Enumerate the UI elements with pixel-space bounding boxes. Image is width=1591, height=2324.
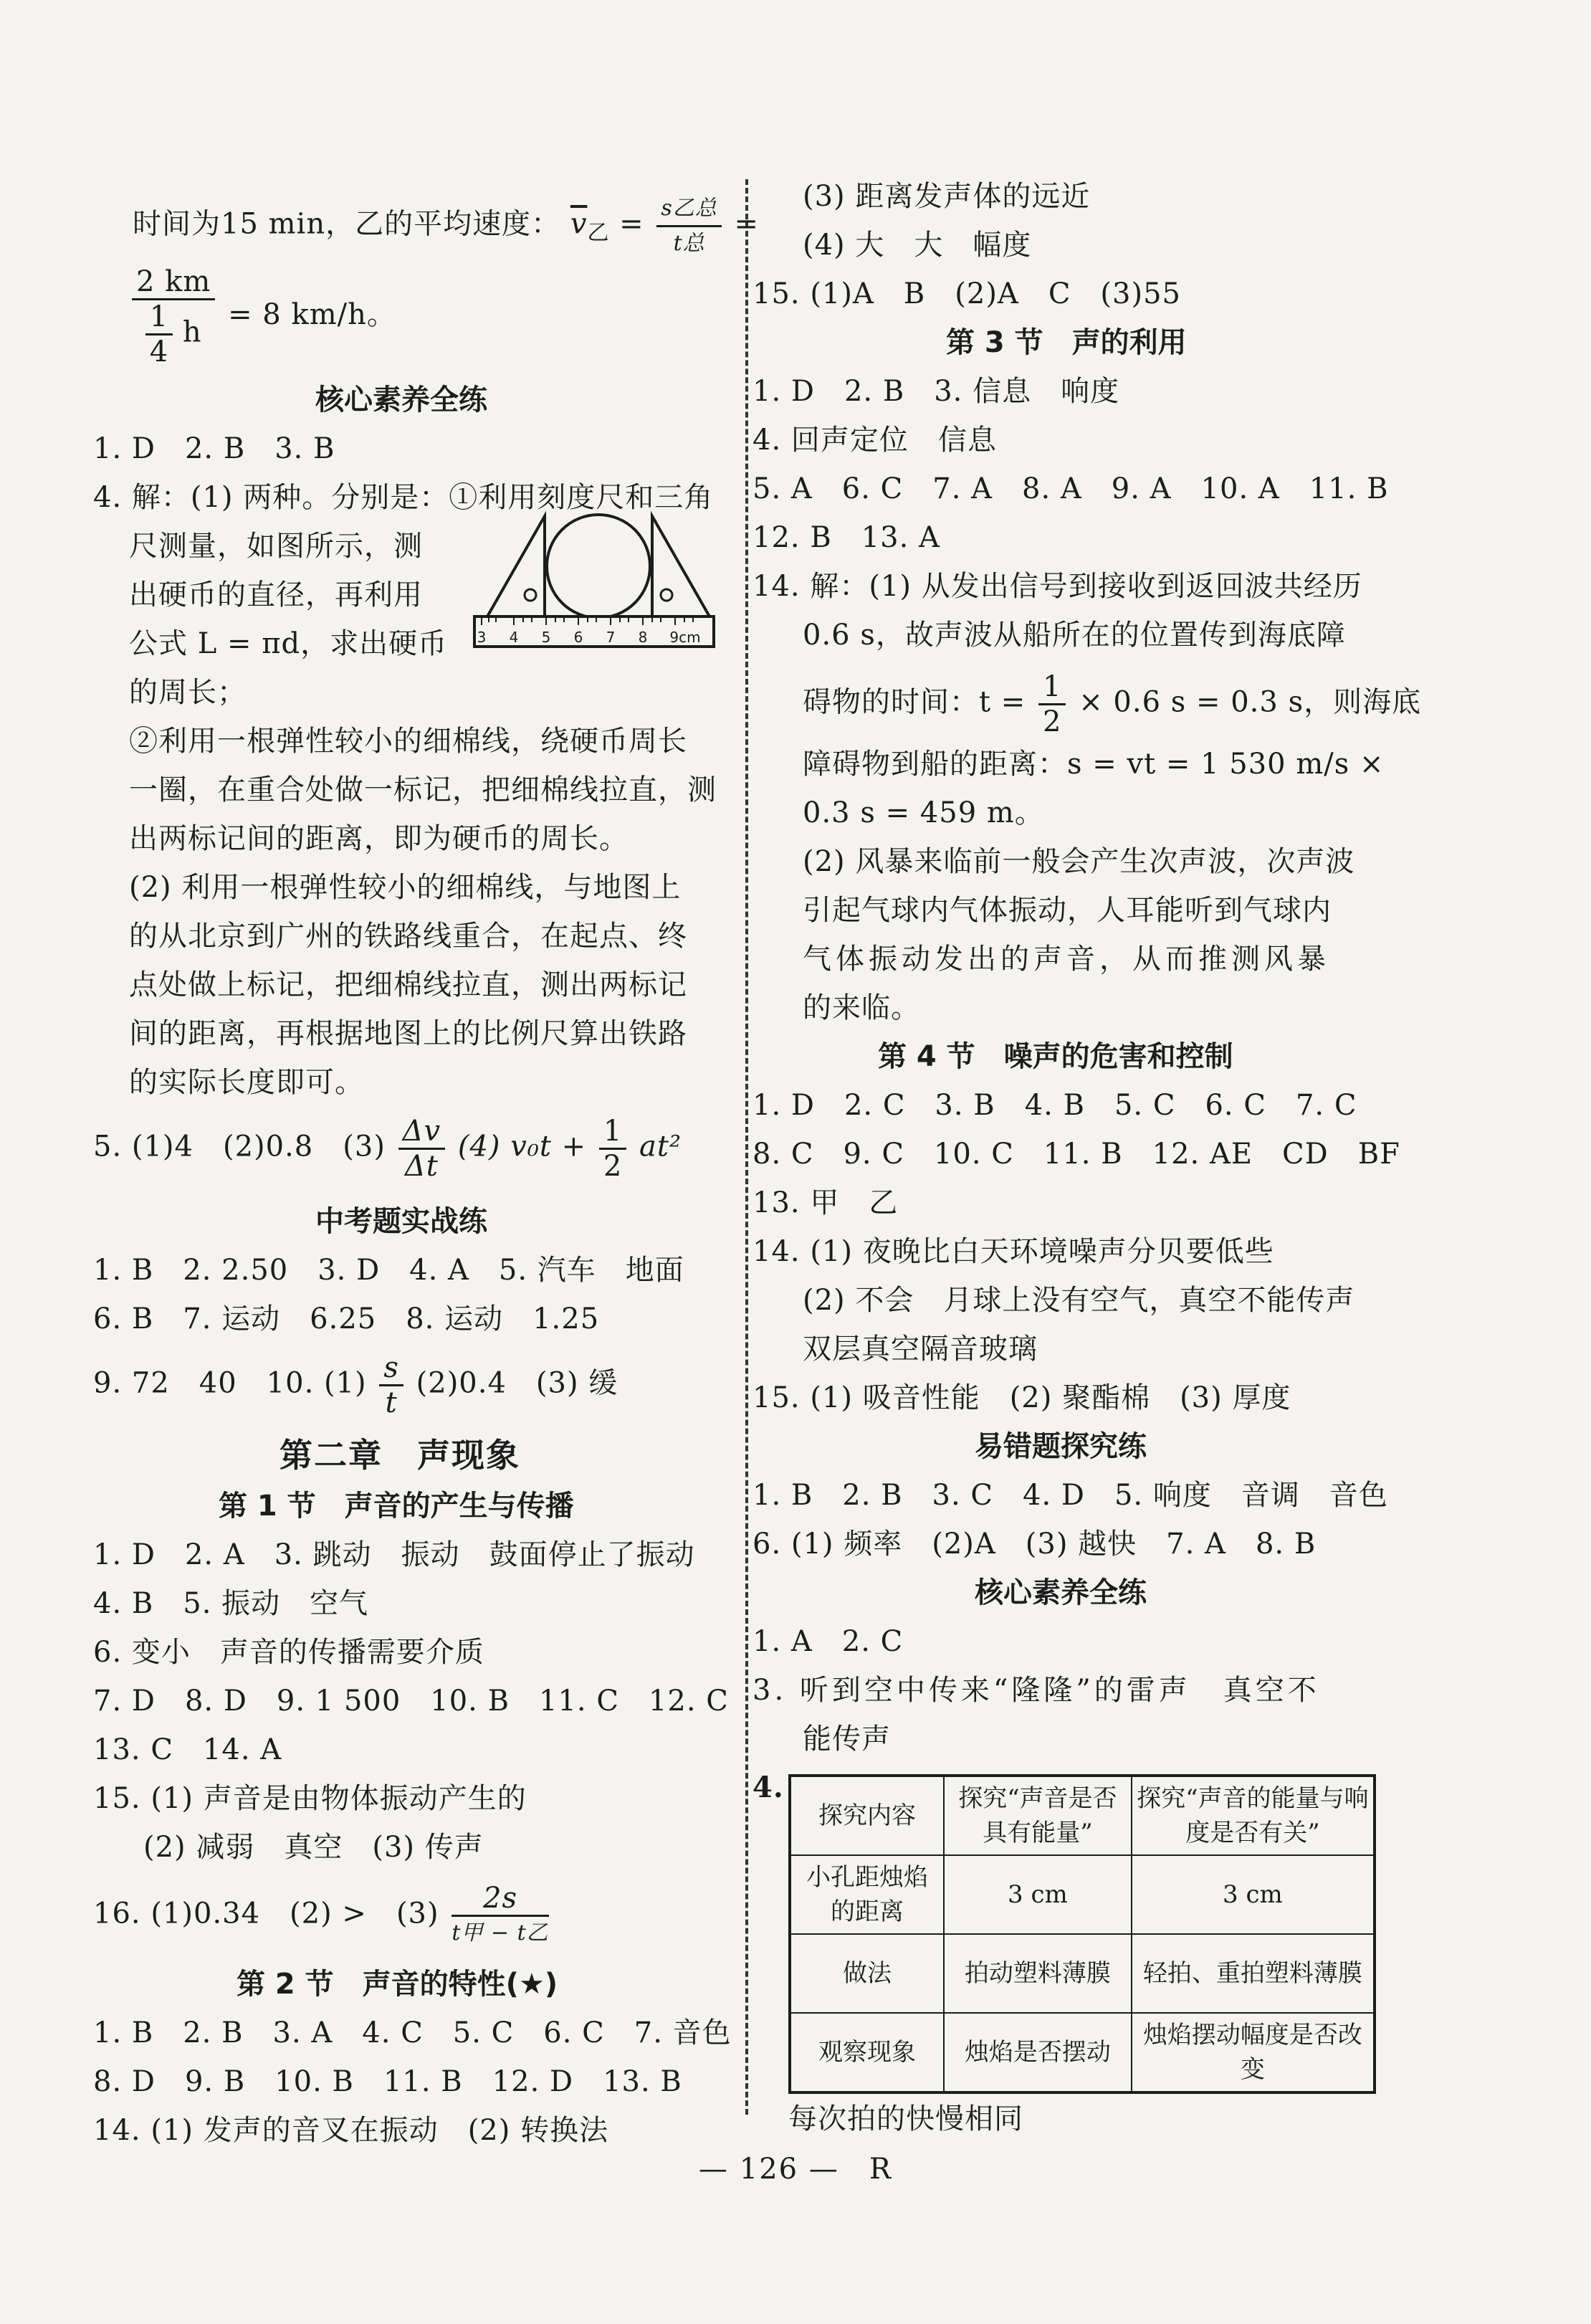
answer-line: 1. A 2. C <box>752 1625 904 1658</box>
fraction: $\frac{s}{t}$ <box>379 1351 403 1419</box>
answer-line: 0.3 s = 459 m。 <box>803 796 1044 829</box>
table-cell: 烛焰是否摆动 <box>944 2013 1132 2092</box>
answer-line: 的来临。 <box>803 991 920 1024</box>
ruler-label: 4 <box>509 629 519 646</box>
ruler-coin-diagram <box>473 509 717 652</box>
answer-line: 双层真空隔音玻璃 <box>803 1333 1038 1366</box>
answer-line: 4. 回声定位 信息 <box>752 424 997 457</box>
fraction: 2 km $\frac{1}{4}$ h <box>132 265 215 368</box>
table-row <box>790 1855 1375 1934</box>
answer-line: 公式 L = πd，求出硬币 <box>129 627 448 660</box>
ruler-label: 7 <box>606 629 616 646</box>
fraction: $\frac{1}{4}$ <box>145 300 173 368</box>
answer-line: 能传声 <box>803 1723 891 1756</box>
answer-line: 的从北京到广州的铁路线重合，在起点、终 <box>129 920 687 953</box>
answer-line: 气体振动发出的声音，从而推测风暴 <box>803 943 1330 976</box>
ruler-label: 9cm <box>669 629 701 646</box>
triangle-hole-icon <box>525 589 536 601</box>
answer-line: (2) 减弱 真空 (3) 传声 <box>143 1831 484 1864</box>
ruler-label: 3 <box>477 629 487 646</box>
section-heading: 易错题探究练 <box>975 1430 1147 1463</box>
answer-line: 1. D 2. B 3. B <box>93 432 335 465</box>
ruler-label: 6 <box>573 629 583 646</box>
answer-line: 6. B 7. 运动 6.25 8. 运动 1.25 <box>93 1303 600 1335</box>
table-cell: 探究“声音是否具有能量” <box>944 1776 1132 1855</box>
fraction: $\frac{\text{s乙总}}{\text{t总}}$ <box>656 192 721 260</box>
answer-line: 14. 解：(1) 从发出信号到接收到返回波共经历 <box>752 570 1362 603</box>
coin-circle <box>547 515 650 618</box>
section-heading: 第 1 节 声音的产生与传播 <box>219 1490 574 1523</box>
answer-line: 5. (1)4 (2)0.8 (3) $\frac{\Delta v}{\Delta t}$ (4) v₀t + $\frac{1}{2}$ at² <box>93 1115 682 1183</box>
answer-line: 1. D 2. C 3. B 4. B 5. C 6. C 7. C <box>752 1089 1357 1122</box>
answer-line: (4) 大 大 幅度 <box>803 229 1032 262</box>
answer-line: 6. (1) 频率 (2)A (3) 越快 7. A 8. B <box>752 1528 1317 1561</box>
triangle-hole-icon <box>661 589 672 601</box>
answer-line: 出硬币的直径，再利用 <box>129 578 423 611</box>
fraction: $\frac{1}{2}$ <box>1038 670 1066 738</box>
page-number: — 126 — R <box>699 2153 892 2186</box>
table-cell: 拍动塑料薄膜 <box>944 1934 1132 2013</box>
answer-line: 出两标记间的距离，即为硬币的周长。 <box>129 822 629 855</box>
answer-line: (2) 不会 月球上没有空气，真空不能传声 <box>803 1284 1355 1317</box>
answer-line: 碍物的时间：t = $\frac{1}{2}$ × 0.6 s = 0.3 s，则海底 <box>803 670 1422 738</box>
ruler-label: 8 <box>638 629 648 646</box>
answer-line: 8. C 9. C 10. C 11. B 12. AE CD BF <box>752 1138 1400 1171</box>
section-heading: 核心素养全练 <box>315 384 487 416</box>
answer-line: 1. B 2. B 3. C 4. D 5. 响度 音调 音色 <box>752 1479 1388 1512</box>
answer-line: 障碍物到船的距离：s = vt = 1 530 m/s × <box>803 748 1385 781</box>
table-cell: 做法 <box>790 1934 944 2013</box>
answer-line: 引起气球内气体振动，人耳能听到气球内 <box>803 894 1332 927</box>
answer-line: 点处做上标记，把细棉线拉直，测出两标记 <box>129 968 687 1001</box>
fraction: $\frac{2s}{\text{t甲 − t乙}}$ <box>452 1882 549 1946</box>
answer-line: 一圈，在重合处做一标记，把细棉线拉直，测 <box>129 773 717 806</box>
table-cell: 3 cm <box>944 1855 1132 1934</box>
answer-line: 9. 72 40 10. (1) $\frac{s}{t}$ (2)0.4 (3) 缓 <box>93 1351 618 1419</box>
chapter-title: 第二章 声现象 <box>280 1436 520 1475</box>
text-line: 2 km $\frac{1}{4}$ h = 8 km/h。 <box>129 265 396 368</box>
answer-line: ②利用一根弹性较小的细棉线，绕硬币周长 <box>129 725 687 758</box>
left-triangle <box>487 516 545 616</box>
fraction: $\frac{\Delta v}{\Delta t}$ <box>398 1115 445 1183</box>
answer-line: 15. (1) 声音是由物体振动产生的 <box>93 1782 527 1815</box>
right-triangle <box>652 516 710 616</box>
answer-line: 尺测量，如图所示，测 <box>129 530 423 563</box>
answer-line: 6. 变小 声音的传播需要介质 <box>93 1636 484 1669</box>
column-divider <box>745 179 748 2115</box>
answer-line: 每次拍的快慢相同 <box>788 2102 1023 2135</box>
answer-line: 13. C 14. A <box>93 1733 282 1766</box>
ruler-label: 5 <box>541 629 551 646</box>
answer-line: 的周长； <box>129 676 247 709</box>
answer-line: 1. B 2. B 3. A 4. C 5. C 6. C 7. 音色 <box>93 2016 732 2049</box>
section-heading: 中考题实战练 <box>315 1205 487 1238</box>
answer-line: 5. A 6. C 7. A 8. A 9. A 10. A 11. B <box>752 472 1389 505</box>
table-cell: 探究内容 <box>790 1776 944 1855</box>
answer-line: 15. (1)A B (2)A C (3)55 <box>752 277 1181 310</box>
fraction: $\frac{1}{2}$ <box>599 1115 626 1183</box>
answer-line: 1. D 2. A 3. 跳动 振动 鼓面停止了振动 <box>93 1538 695 1571</box>
table-cell: 探究“声音的能量与响度是否有关” <box>1132 1776 1375 1855</box>
answer-line: 13. 甲 乙 <box>752 1186 899 1219</box>
section-heading: 核心素养全练 <box>975 1576 1147 1609</box>
answer-line: 3. 听到空中传来“隆隆”的雷声 真空不 <box>752 1674 1320 1707</box>
answer-line: 16. (1)0.34 (2) > (3) $\frac{2s}{\text{t甲 − t乙}}$ <box>93 1882 552 1950</box>
answer-line: 4. 解：(1) 两种。分别是：①利用刻度尺和三角 <box>93 481 714 514</box>
answer-line: 15. (1) 吸音性能 (2) 聚酯棉 (3) 厚度 <box>752 1381 1291 1414</box>
answer-line: 的实际长度即可。 <box>129 1066 364 1099</box>
answer-line: 7. D 8. D 9. 1 500 10. B 11. C 12. C <box>93 1685 729 1718</box>
answer-line: (2) 风暴来临前一般会产生次声波，次声波 <box>803 845 1355 878</box>
text-line: 时间为15 min，乙的平均速度： $\overline{v}_乙$ = $\frac{\text{s乙总}}{\text{t总}}$ = <box>133 192 759 260</box>
table-cell: 观察现象 <box>790 2013 944 2092</box>
answer-line: 间的距离，再根据地图上的比例尺算出铁路 <box>129 1017 687 1050</box>
answer-line: 1. B 2. 2.50 3. D 4. A 5. 汽车 地面 <box>93 1254 684 1287</box>
answer-line: 4. B 5. 振动 空气 <box>93 1587 369 1620</box>
table-row <box>790 1776 1375 1855</box>
table-row <box>790 2013 1375 2092</box>
answer-line: 1. D 2. B 3. 信息 响度 <box>752 375 1120 408</box>
answer-line: (3) 距离发声体的远近 <box>803 180 1091 213</box>
question-number: 4. <box>752 1771 784 1804</box>
answer-line: 12. B 13. A <box>752 521 940 554</box>
table-row <box>790 1934 1375 2013</box>
section-heading: 第 2 节 声音的特性(★) <box>236 1968 558 2001</box>
table-cell: 3 cm <box>1132 1855 1375 1934</box>
answer-line: 0.6 s，故声波从船所在的位置传到海底障 <box>803 619 1346 652</box>
table-cell: 烛焰摆动幅度是否改变 <box>1132 2013 1375 2092</box>
answer-line: 14. (1) 夜晚比白天环境噪声分贝要低些 <box>752 1235 1274 1268</box>
section-heading: 第 3 节 声的利用 <box>946 326 1187 359</box>
answer-line: (2) 利用一根弹性较小的细棉线，与地图上 <box>129 871 682 904</box>
answer-line: 8. D 9. B 10. B 11. B 12. D 13. B <box>93 2065 682 2098</box>
table-cell: 轻拍、重拍塑料薄膜 <box>1132 1934 1375 2013</box>
section-heading: 第 4 节 噪声的危害和控制 <box>878 1040 1233 1073</box>
table-cell: 小孔距烛焰的距离 <box>790 1855 944 1934</box>
experiment-table <box>788 1774 1376 2094</box>
answer-line: 14. (1) 发声的音叉在振动 (2) 转换法 <box>93 2114 609 2147</box>
